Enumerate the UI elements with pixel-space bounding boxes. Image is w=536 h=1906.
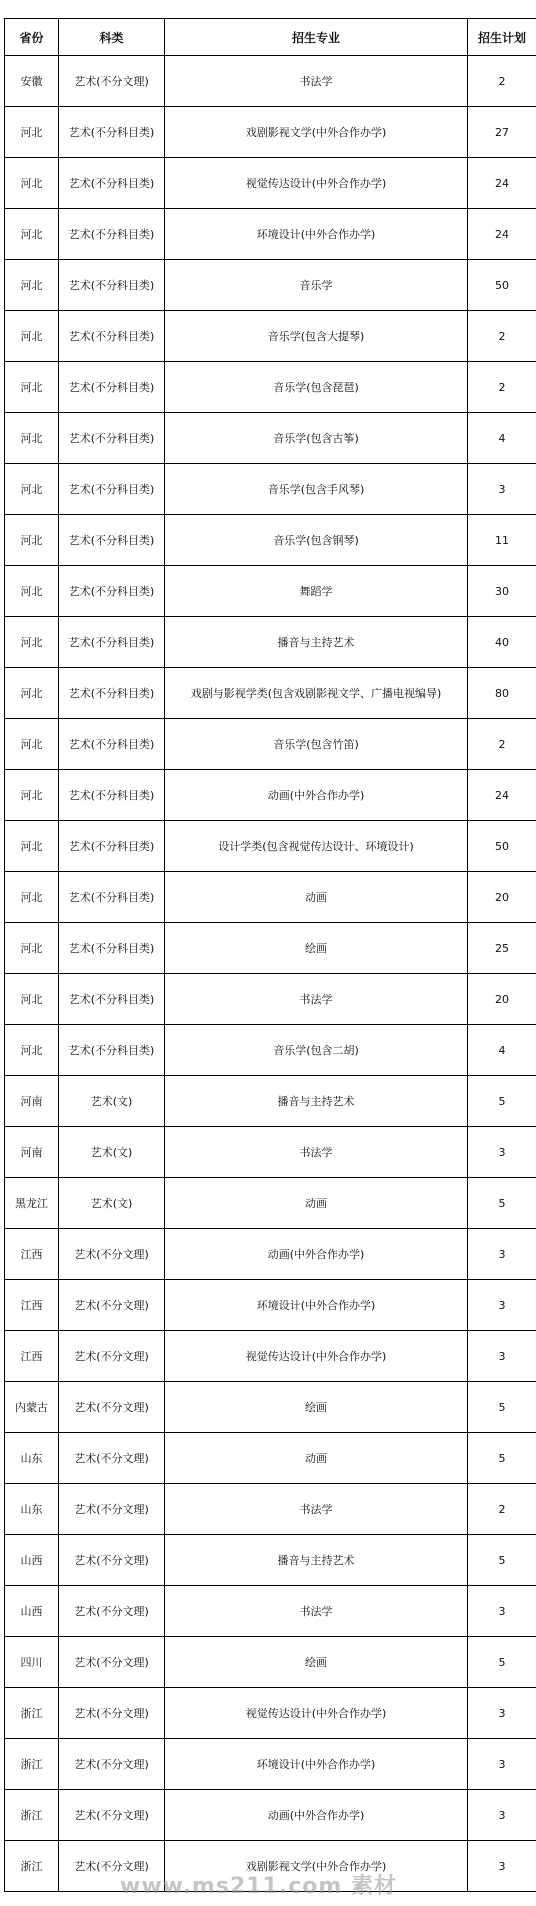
cell-province: 山西 xyxy=(5,1535,59,1586)
cell-plan: 24 xyxy=(468,158,536,209)
table-row xyxy=(5,1484,536,1535)
table-row xyxy=(5,1331,536,1382)
cell-province: 河北 xyxy=(5,770,59,821)
cell-plan: 4 xyxy=(468,1025,536,1076)
cell-plan: 3 xyxy=(468,464,536,515)
cell-province: 河北 xyxy=(5,719,59,770)
table-row xyxy=(5,464,536,515)
cell-major: 绘画 xyxy=(165,923,468,974)
table-row xyxy=(5,821,536,872)
cell-major: 视觉传达设计(中外合作办学) xyxy=(165,1688,468,1739)
cell-province: 黑龙江 xyxy=(5,1178,59,1229)
cell-province: 河北 xyxy=(5,311,59,362)
cell-province: 四川 xyxy=(5,1637,59,1688)
cell-category: 艺术(不分文理) xyxy=(59,1229,165,1280)
cell-plan: 3 xyxy=(468,1586,536,1637)
cell-category: 艺术(不分文理) xyxy=(59,1535,165,1586)
cell-province: 河北 xyxy=(5,821,59,872)
cell-category: 艺术(不分科目类) xyxy=(59,515,165,566)
table-row xyxy=(5,1637,536,1688)
table-row xyxy=(5,1178,536,1229)
cell-major: 设计学类(包含视觉传达设计、环境设计) xyxy=(165,821,468,872)
cell-category: 艺术(不分文理) xyxy=(59,1382,165,1433)
cell-category: 艺术(文) xyxy=(59,1076,165,1127)
cell-major: 书法学 xyxy=(165,974,468,1025)
cell-plan: 3 xyxy=(468,1739,536,1790)
cell-province: 山西 xyxy=(5,1586,59,1637)
cell-plan: 40 xyxy=(468,617,536,668)
cell-plan: 20 xyxy=(468,872,536,923)
cell-major: 环境设计(中外合作办学) xyxy=(165,1739,468,1790)
cell-major: 动画(中外合作办学) xyxy=(165,1790,468,1841)
cell-plan: 11 xyxy=(468,515,536,566)
table-row xyxy=(5,260,536,311)
cell-category: 艺术(不分科目类) xyxy=(59,821,165,872)
cell-category: 艺术(不分文理) xyxy=(59,1790,165,1841)
table-row xyxy=(5,1025,536,1076)
cell-major: 音乐学(包含古筝) xyxy=(165,413,468,464)
cell-major: 播音与主持艺术 xyxy=(165,1076,468,1127)
cell-category: 艺术(不分科目类) xyxy=(59,923,165,974)
cell-major: 书法学 xyxy=(165,1484,468,1535)
cell-province: 河北 xyxy=(5,362,59,413)
cell-plan: 5 xyxy=(468,1433,536,1484)
cell-major: 音乐学(包含手风琴) xyxy=(165,464,468,515)
cell-major: 环境设计(中外合作办学) xyxy=(165,209,468,260)
cell-province: 河北 xyxy=(5,464,59,515)
cell-province: 河北 xyxy=(5,923,59,974)
cell-plan: 50 xyxy=(468,260,536,311)
table-row xyxy=(5,617,536,668)
cell-major: 绘画 xyxy=(165,1637,468,1688)
cell-category: 艺术(不分科目类) xyxy=(59,566,165,617)
cell-major: 舞蹈学 xyxy=(165,566,468,617)
cell-major: 书法学 xyxy=(165,1586,468,1637)
cell-province: 山东 xyxy=(5,1433,59,1484)
cell-major: 绘画 xyxy=(165,1382,468,1433)
cell-province: 河北 xyxy=(5,209,59,260)
cell-category: 艺术(不分文理) xyxy=(59,1739,165,1790)
cell-plan: 27 xyxy=(468,107,536,158)
cell-plan: 2 xyxy=(468,362,536,413)
cell-category: 艺术(不分文理) xyxy=(59,56,165,107)
cell-province: 河南 xyxy=(5,1076,59,1127)
table-row xyxy=(5,1739,536,1790)
table-row xyxy=(5,1229,536,1280)
table-row xyxy=(5,974,536,1025)
cell-province: 河北 xyxy=(5,158,59,209)
cell-plan: 20 xyxy=(468,974,536,1025)
cell-category: 艺术(不分科目类) xyxy=(59,260,165,311)
cell-plan: 3 xyxy=(468,1127,536,1178)
table-row xyxy=(5,107,536,158)
table-row xyxy=(5,1280,536,1331)
cell-plan: 2 xyxy=(468,719,536,770)
table-row xyxy=(5,158,536,209)
cell-province: 河北 xyxy=(5,974,59,1025)
cell-category: 艺术(不分科目类) xyxy=(59,668,165,719)
cell-province: 内蒙古 xyxy=(5,1382,59,1433)
cell-category: 艺术(不分科目类) xyxy=(59,158,165,209)
cell-major: 播音与主持艺术 xyxy=(165,617,468,668)
cell-category: 艺术(不分文理) xyxy=(59,1841,165,1892)
cell-category: 艺术(文) xyxy=(59,1127,165,1178)
cell-province: 河北 xyxy=(5,515,59,566)
cell-plan: 5 xyxy=(468,1535,536,1586)
table-row xyxy=(5,1127,536,1178)
cell-province: 浙江 xyxy=(5,1688,59,1739)
cell-major: 音乐学(包含大提琴) xyxy=(165,311,468,362)
table-row xyxy=(5,209,536,260)
cell-major: 音乐学(包含二胡) xyxy=(165,1025,468,1076)
header-category: 科类 xyxy=(59,19,165,56)
table-row xyxy=(5,1790,536,1841)
cell-category: 艺术(不分文理) xyxy=(59,1637,165,1688)
table-row xyxy=(5,56,536,107)
cell-plan: 3 xyxy=(468,1331,536,1382)
cell-plan: 3 xyxy=(468,1280,536,1331)
table-row xyxy=(5,1076,536,1127)
cell-category: 艺术(不分文理) xyxy=(59,1688,165,1739)
cell-category: 艺术(文) xyxy=(59,1178,165,1229)
cell-plan: 5 xyxy=(468,1178,536,1229)
cell-province: 河北 xyxy=(5,668,59,719)
cell-major: 视觉传达设计(中外合作办学) xyxy=(165,1331,468,1382)
cell-province: 安徽 xyxy=(5,56,59,107)
cell-major: 音乐学(包含琵琶) xyxy=(165,362,468,413)
cell-major: 戏剧影视文学(中外合作办学) xyxy=(165,107,468,158)
cell-province: 浙江 xyxy=(5,1739,59,1790)
table-row xyxy=(5,1433,536,1484)
cell-plan: 3 xyxy=(468,1688,536,1739)
table-header-row xyxy=(5,19,536,56)
cell-category: 艺术(不分科目类) xyxy=(59,464,165,515)
cell-province: 江西 xyxy=(5,1229,59,1280)
cell-plan: 50 xyxy=(468,821,536,872)
cell-major: 动画 xyxy=(165,1178,468,1229)
header-major: 招生专业 xyxy=(165,19,468,56)
cell-category: 艺术(不分文理) xyxy=(59,1331,165,1382)
table-row xyxy=(5,668,536,719)
table-row xyxy=(5,413,536,464)
cell-major: 播音与主持艺术 xyxy=(165,1535,468,1586)
cell-category: 艺术(不分科目类) xyxy=(59,362,165,413)
cell-major: 动画(中外合作办学) xyxy=(165,770,468,821)
cell-category: 艺术(不分科目类) xyxy=(59,1025,165,1076)
cell-province: 河北 xyxy=(5,566,59,617)
cell-category: 艺术(不分科目类) xyxy=(59,209,165,260)
cell-category: 艺术(不分文理) xyxy=(59,1586,165,1637)
cell-plan: 4 xyxy=(468,413,536,464)
table-row xyxy=(5,362,536,413)
cell-plan: 24 xyxy=(468,770,536,821)
cell-plan: 5 xyxy=(468,1637,536,1688)
table-row xyxy=(5,1586,536,1637)
cell-province: 河北 xyxy=(5,260,59,311)
table-row xyxy=(5,770,536,821)
cell-major: 动画(中外合作办学) xyxy=(165,1229,468,1280)
cell-plan: 2 xyxy=(468,311,536,362)
cell-province: 山东 xyxy=(5,1484,59,1535)
cell-province: 江西 xyxy=(5,1331,59,1382)
cell-category: 艺术(不分科目类) xyxy=(59,617,165,668)
header-province: 省份 xyxy=(5,19,59,56)
cell-major: 音乐学(包含钢琴) xyxy=(165,515,468,566)
table-row xyxy=(5,872,536,923)
cell-province: 河北 xyxy=(5,1025,59,1076)
cell-province: 河北 xyxy=(5,413,59,464)
table-row xyxy=(5,1382,536,1433)
cell-plan: 80 xyxy=(468,668,536,719)
cell-plan: 25 xyxy=(468,923,536,974)
cell-category: 艺术(不分文理) xyxy=(59,1484,165,1535)
cell-plan: 3 xyxy=(468,1790,536,1841)
cell-province: 浙江 xyxy=(5,1790,59,1841)
cell-category: 艺术(不分文理) xyxy=(59,1433,165,1484)
cell-category: 艺术(不分科目类) xyxy=(59,719,165,770)
cell-plan: 2 xyxy=(468,56,536,107)
header-plan: 招生计划 xyxy=(468,19,536,56)
cell-category: 艺术(不分文理) xyxy=(59,1280,165,1331)
cell-province: 浙江 xyxy=(5,1841,59,1892)
table-row xyxy=(5,515,536,566)
cell-major: 动画 xyxy=(165,1433,468,1484)
cell-plan: 3 xyxy=(468,1841,536,1892)
cell-category: 艺术(不分科目类) xyxy=(59,770,165,821)
cell-plan: 24 xyxy=(468,209,536,260)
table-row xyxy=(5,719,536,770)
cell-major: 书法学 xyxy=(165,1127,468,1178)
cell-category: 艺术(不分科目类) xyxy=(59,413,165,464)
cell-province: 河南 xyxy=(5,1127,59,1178)
table-body xyxy=(5,56,536,1892)
cell-major: 动画 xyxy=(165,872,468,923)
cell-plan: 30 xyxy=(468,566,536,617)
cell-plan: 3 xyxy=(468,1229,536,1280)
cell-major: 书法学 xyxy=(165,56,468,107)
cell-province: 河北 xyxy=(5,107,59,158)
cell-province: 江西 xyxy=(5,1280,59,1331)
watermark-text: www.ms211.com 素材 xyxy=(120,1874,397,1899)
cell-province: 河北 xyxy=(5,617,59,668)
cell-major: 视觉传达设计(中外合作办学) xyxy=(165,158,468,209)
cell-major: 戏剧影视文学(中外合作办学) xyxy=(165,1841,468,1892)
table-row xyxy=(5,566,536,617)
table-row xyxy=(5,923,536,974)
cell-province: 河北 xyxy=(5,872,59,923)
cell-plan: 5 xyxy=(468,1382,536,1433)
cell-plan: 2 xyxy=(468,1484,536,1535)
cell-category: 艺术(不分科目类) xyxy=(59,974,165,1025)
cell-category: 艺术(不分科目类) xyxy=(59,311,165,362)
cell-category: 艺术(不分科目类) xyxy=(59,872,165,923)
cell-major: 戏剧与影视学类(包含戏剧影视文学、广播电视编导) xyxy=(165,668,468,719)
cell-major: 音乐学(包含竹笛) xyxy=(165,719,468,770)
cell-major: 音乐学 xyxy=(165,260,468,311)
table-row xyxy=(5,311,536,362)
cell-major: 环境设计(中外合作办学) xyxy=(165,1280,468,1331)
table-row xyxy=(5,1688,536,1739)
cell-plan: 5 xyxy=(468,1076,536,1127)
cell-category: 艺术(不分科目类) xyxy=(59,107,165,158)
admission-plan-table xyxy=(4,18,536,1892)
table-row xyxy=(5,1535,536,1586)
